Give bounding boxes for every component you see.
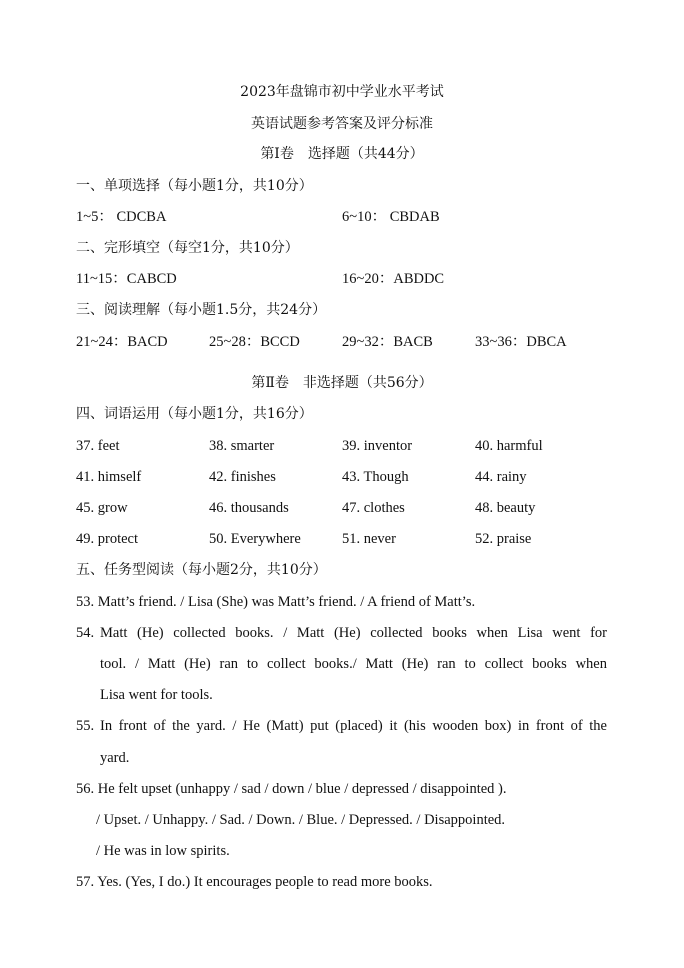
answer-54-line1: Matt (He) collected books. / Matt (He) collected books when Lisa went for <box>100 625 607 641</box>
answer-21-24: 21~24：BACD <box>76 334 168 350</box>
answer-38: 38. smarter <box>209 438 275 454</box>
answer-46: 46. thousands <box>209 500 289 516</box>
answer-54-line3: Lisa went for tools. <box>100 687 213 703</box>
answer-29-32: 29~32：BACB <box>342 334 433 350</box>
answer-55-line2: yard. <box>100 750 130 766</box>
answer-48: 48. beauty <box>475 500 536 516</box>
answer-49: 49. protect <box>76 531 139 547</box>
answer-39: 39. inventor <box>342 438 413 454</box>
answer-40: 40. harmful <box>475 438 543 454</box>
answer-56-line1: 56. He felt upset (unhappy / sad / down / blue / depressed / disappointed ). <box>76 781 507 797</box>
answer-47: 47. clothes <box>342 500 405 516</box>
answer-11-15: 11~15：CABCD <box>76 271 177 287</box>
answer-41: 41. himself <box>76 469 142 485</box>
answer-42: 42. finishes <box>209 469 276 485</box>
answer-16-20: 16~20：ABDDC <box>342 271 445 287</box>
section3-heading: 三、阅读理解（每小题1.5分，共24分） <box>76 302 327 318</box>
answer-44: 44. rainy <box>475 469 527 485</box>
part-two-heading: 第Ⅱ卷 非选择题（共56分） <box>251 375 433 391</box>
document-subtitle: 英语试题参考答案及评分标准 <box>251 116 433 132</box>
document-title: 2023年盘锦市初中学业水平考试 <box>240 84 444 100</box>
part-one-heading: 第Ⅰ卷 选择题（共44分） <box>260 146 424 162</box>
answer-57: 57. Yes. (Yes, I do.) It encourages people to read more books. <box>76 874 433 890</box>
answer-51: 51. never <box>342 531 396 547</box>
answer-43: 43. Though <box>342 469 409 485</box>
answer-56-line2: / Upset. / Unhappy. / Sad. / Down. / Blue. / Depressed. / Disappointed. <box>96 812 506 828</box>
answer-1-5: 1~5： CDCBA <box>76 209 167 225</box>
answer-55-line1: In front of the yard. / He (Matt) put (placed) it (his wooden box) in front of the <box>100 718 607 734</box>
answer-33-36: 33~36：DBCA <box>475 334 567 350</box>
answer-54-line2: tool. / Matt (He) ran to collect books./ Matt (He) ran to collect books when <box>100 656 607 672</box>
answer-52: 52. praise <box>475 531 532 547</box>
section1-heading: 一、单项选择（每小题1分，共10分） <box>76 178 313 194</box>
answer-45: 45. grow <box>76 500 128 516</box>
answer-53: 53. Matt’s friend. / Lisa (She) was Matt’s friend. / A friend of Matt’s. <box>76 594 476 610</box>
section5-heading: 五、任务型阅读（每小题2分，共10分） <box>76 562 327 578</box>
answer-50: 50. Everywhere <box>209 531 301 547</box>
answer-25-28: 25~28：BCCD <box>209 334 300 350</box>
section4-heading: 四、词语运用（每小题1分，共16分） <box>76 406 313 422</box>
section2-heading: 二、完形填空（每空1分，共10分） <box>76 240 299 256</box>
answer-37: 37. feet <box>76 438 120 454</box>
answer-6-10: 6~10： CBDAB <box>342 209 440 225</box>
answer-54-number: 54. <box>76 625 95 641</box>
answer-55-number: 55. <box>76 718 95 734</box>
answer-56-line3: / He was in low spirits. <box>96 843 230 859</box>
